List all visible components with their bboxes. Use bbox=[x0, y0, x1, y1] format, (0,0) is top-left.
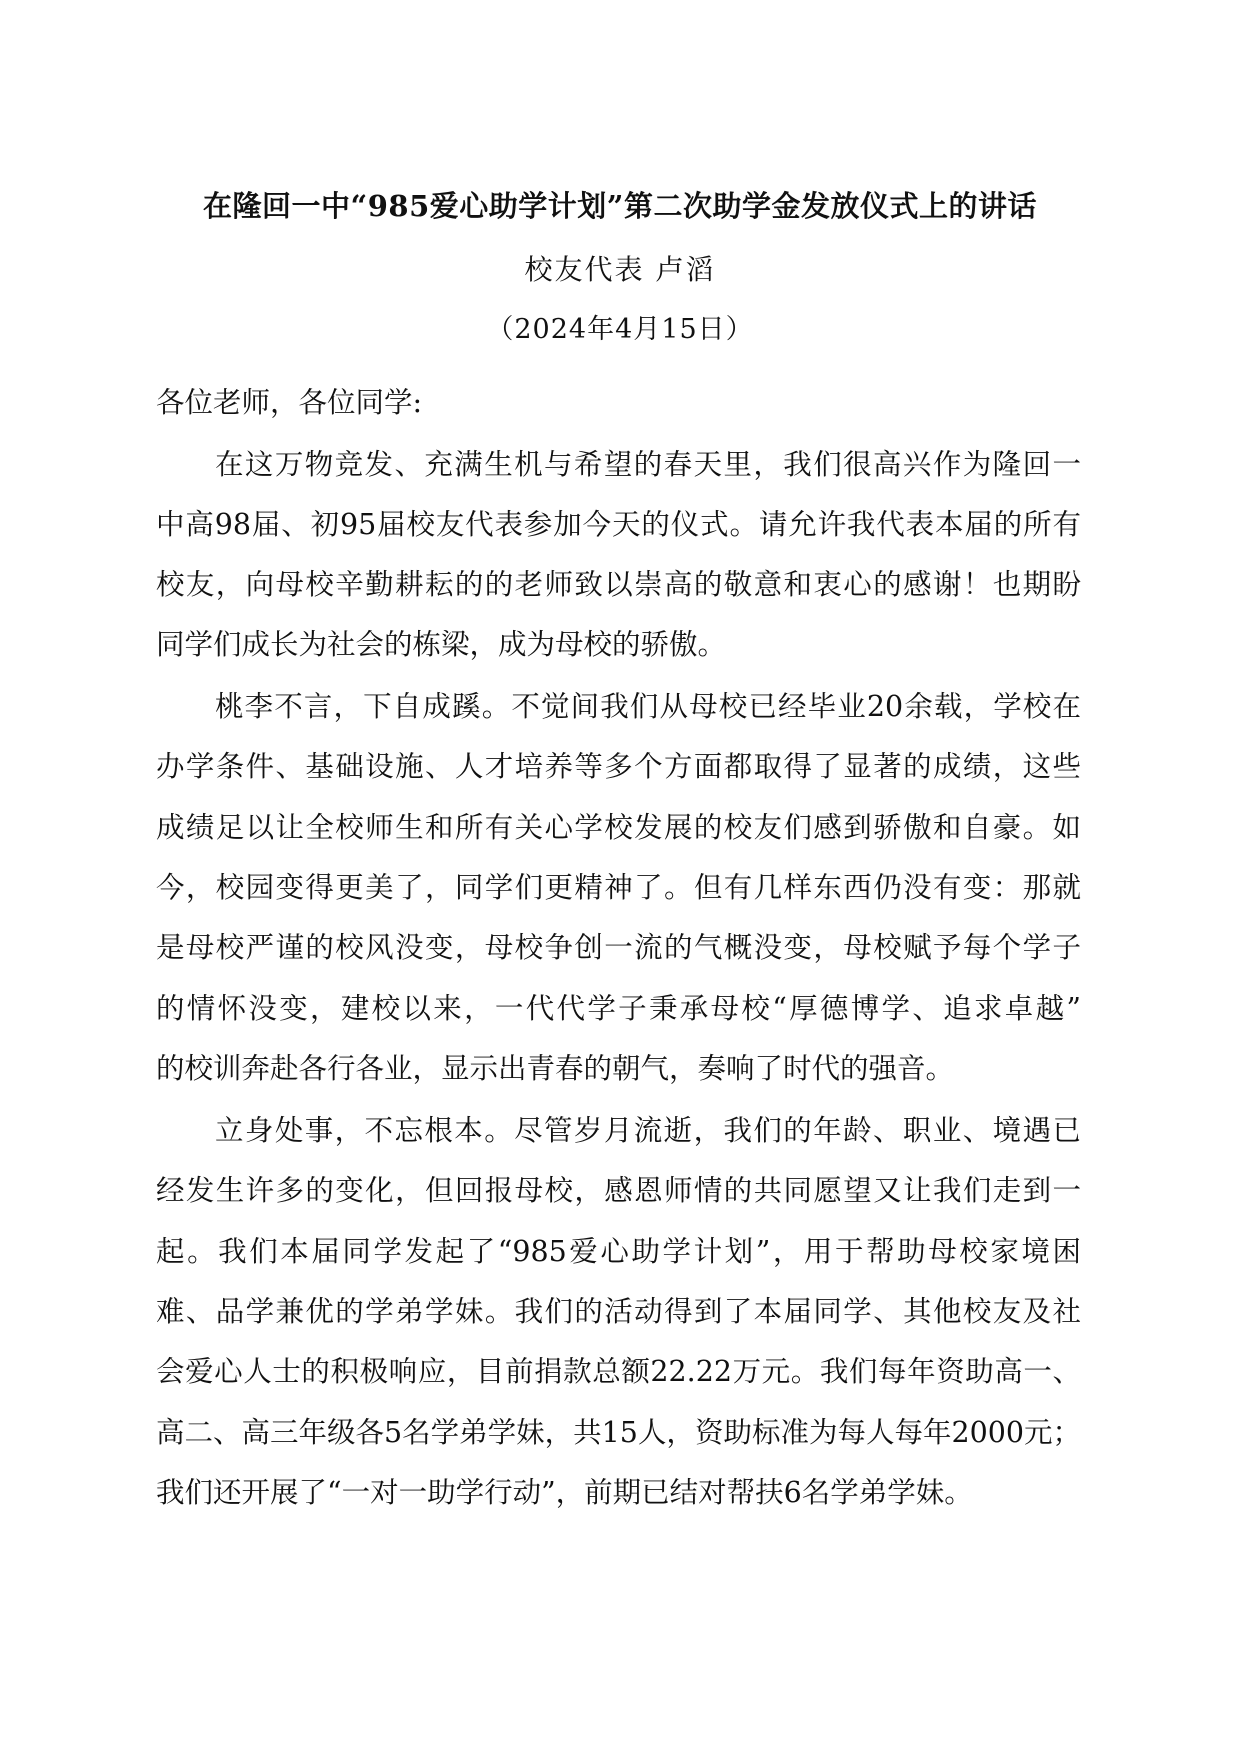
paragraph-line: 是母校严谨的校风没变，母校争创一流的气概没变，母校赋予每个学子 bbox=[156, 931, 1081, 964]
salutation: 各位老师，各位同学: bbox=[156, 386, 423, 419]
paragraph-line: 经发生许多的变化，但回报母校，感恩师情的共同愿望又让我们走到一 bbox=[156, 1174, 1081, 1207]
paragraph-line: 办学条件、基础设施、人才培养等多个方面都取得了显著的成绩，这些 bbox=[156, 750, 1081, 783]
paragraph-line: 成绩足以让全校师生和所有关心学校发展的校友们感到骄傲和自豪。如 bbox=[156, 811, 1081, 844]
paragraph-line: 高二、高三年级各5名学弟学妹，共15人，资助标准为每人每年2000元； bbox=[156, 1416, 1081, 1449]
paragraph-line: 立身处事，不忘根本。尽管岁月流逝，我们的年龄、职业、境遇已 bbox=[215, 1114, 1081, 1147]
paragraph-line: 桃李不言，下自成蹊。不觉间我们从母校已经毕业20余载，学校在 bbox=[215, 690, 1081, 723]
paragraph-line: 的校训奔赴各行各业，显示出青春的朝气，奏响了时代的强音。 bbox=[156, 1052, 955, 1085]
speech-date: （2024年4月15日） bbox=[486, 314, 754, 345]
paragraph-line: 的情怀没变，建校以来，一代代学子秉承母校“厚德博学、追求卓越” bbox=[156, 992, 1081, 1025]
paragraph-line: 难、品学兼优的学弟学妹。我们的活动得到了本届同学、其他校友及社 bbox=[156, 1295, 1081, 1328]
paragraph-line: 中高98届、初95届校友代表参加今天的仪式。请允许我代表本届的所有 bbox=[156, 508, 1081, 541]
paragraph-line: 校友，向母校辛勤耕耘的的老师致以崇高的敬意和衷心的感谢！也期盼 bbox=[156, 568, 1081, 601]
speech-title: 在隆回一中“985爱心助学计划”第二次助学金发放仪式上的讲话 bbox=[203, 189, 1037, 223]
paragraph-line: 起。我们本届同学发起了“985爱心助学计划”，用于帮助母校家境困 bbox=[156, 1235, 1081, 1268]
paragraph-line: 今，校园变得更美了，同学们更精神了。但有几样东西仍没有变：那就 bbox=[156, 871, 1081, 904]
paragraph-line: 同学们成长为社会的栋梁，成为母校的骄傲。 bbox=[156, 628, 727, 661]
paragraph-line: 会爱心人士的积极响应，目前捐款总额22.22万元。我们每年资助高一、 bbox=[156, 1355, 1081, 1388]
speaker-line: 校友代表 卢滔 bbox=[524, 253, 716, 286]
paragraph-line: 我们还开展了“一对一助学行动”，前期已结对帮扶6名学弟学妹。 bbox=[156, 1476, 973, 1509]
paragraph-line: 在这万物竞发、充满生机与希望的春天里，我们很高兴作为隆回一 bbox=[215, 448, 1081, 481]
